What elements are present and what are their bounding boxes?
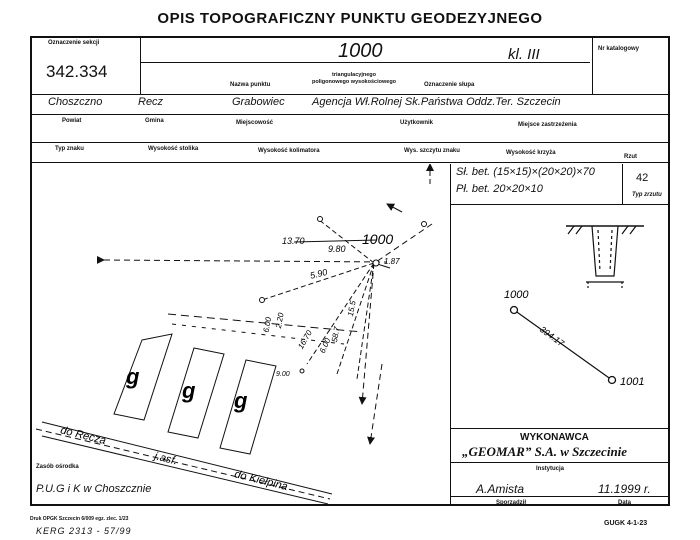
divider (450, 462, 670, 463)
divider (140, 36, 141, 94)
divider (592, 36, 593, 94)
form-code: GUGK 4-1-23 (604, 520, 648, 527)
miejscowosc-value: Grabowiec (232, 96, 285, 108)
company-name: „GEOMAR” S.A. w Szczecinie (462, 444, 628, 459)
powiat-label: Powiat (62, 118, 82, 124)
mark-line-1: Sł. bet. (15×15)×(20×20)×70 (456, 166, 595, 178)
print-info: Druk OPGK Szczecin 6/009 egz. zlec. 1/23 (30, 516, 129, 522)
contractor-heading: WYKONAWCA (520, 432, 589, 443)
powiat-value: Choszczno (48, 96, 103, 108)
place-label: Miejsce zastrzeżenia (518, 122, 577, 128)
class-value: kl. III (508, 46, 540, 63)
col-label: Wysokość krzyża (506, 150, 556, 156)
building-label: g (126, 364, 140, 389)
gmina-value: Recz (138, 96, 164, 108)
surveyor-name: A.Amista (476, 482, 525, 496)
inset-point-1: 1000 (504, 289, 529, 301)
dim-label: 1.87 (384, 257, 400, 266)
divider (30, 114, 670, 115)
date-label: Data (618, 500, 632, 506)
divider (450, 204, 670, 205)
frame-bottom (30, 504, 670, 506)
frame-top (30, 36, 670, 38)
owner-label: Użytkownik (400, 120, 434, 126)
mark-line-2: Pł. bet. 20×20×10 (456, 183, 543, 195)
divider (30, 162, 670, 163)
date-value: 11.1999 r. (598, 482, 651, 496)
col-label: Typ znaku (55, 146, 84, 152)
resource-value: P.U.G i K w Choszcznie (36, 483, 152, 495)
point-marker (609, 377, 616, 384)
col-label: Wysokość stolika (148, 146, 199, 152)
building-outline (220, 360, 276, 454)
traverse-line (514, 310, 612, 380)
point-marker (511, 307, 518, 314)
building-label: g (234, 388, 248, 413)
inset-distance: 394.17 (537, 324, 566, 349)
gmina-label: Gmina (145, 118, 164, 124)
divider (450, 428, 670, 429)
divider (622, 164, 623, 204)
frame-right (668, 36, 670, 506)
dim-label: 2.20 (274, 312, 286, 329)
dim-label: 9.00 (276, 371, 290, 378)
direction-line (104, 260, 387, 262)
nr-label: Nr katalogowy (598, 46, 640, 52)
inset-point-2: 1001 (620, 376, 645, 388)
resource-label: Zasób ośrodka (36, 464, 79, 470)
divider (450, 496, 670, 497)
road-label: do Recza (59, 424, 108, 448)
inset-traverse (470, 280, 660, 410)
dim-label: 15.5 (346, 300, 358, 317)
col-label: Wys. szczytu znaku (404, 148, 460, 154)
point-number: 1000 (338, 40, 383, 62)
divider (30, 94, 670, 95)
dim-label: 58.7 (330, 326, 342, 343)
dim-label: 9.80 (328, 244, 346, 254)
type-label: Typ zrzutu (632, 192, 662, 198)
building-outline (114, 334, 172, 420)
kerg-number: KERG 2313 - 57/99 (36, 526, 132, 536)
col-label: Wysokość kolimatora (258, 148, 320, 154)
dim-label: 6.00 (317, 336, 333, 355)
road-label: j.asf. (153, 450, 179, 468)
surveyor-label: Sporządził (496, 500, 527, 506)
divider (450, 164, 451, 504)
col-label: Rzut (624, 154, 637, 160)
road-label: do Kiełpina (233, 468, 289, 494)
sketch-point-label: 1000 (362, 231, 394, 247)
point-name-label: Nazwa punktu (230, 82, 271, 88)
type-number: 42 (636, 172, 649, 184)
owner-value: Agencja Wł.Rolnej Sk.Państwa Oddz.Ter. Szczecin (312, 96, 561, 108)
sheet-value: 342.334 (46, 62, 108, 81)
miejscowosc-label: Miejscowość (236, 120, 274, 126)
institution-label: Instytucja (536, 466, 565, 472)
building-label: g (182, 378, 196, 403)
network-label: triangulacyjnego poligonowego wysokościowego (312, 72, 397, 85)
dim-label: 6.00 (261, 316, 274, 334)
divider (30, 142, 670, 143)
form-title: OPIS TOPOGRAFICZNY PUNKTU GEODEZYJNEGO (157, 10, 543, 27)
dim-label: 13.70 (282, 236, 305, 246)
dim-label: 5.90 (308, 266, 329, 281)
dim-label: 16.70 (296, 328, 314, 351)
topographic-sketch (32, 164, 450, 504)
building-outline (168, 348, 224, 438)
sheet-label: Oznaczenie sekcji (48, 40, 100, 46)
mark-label: Oznaczenie słupa (424, 82, 475, 88)
